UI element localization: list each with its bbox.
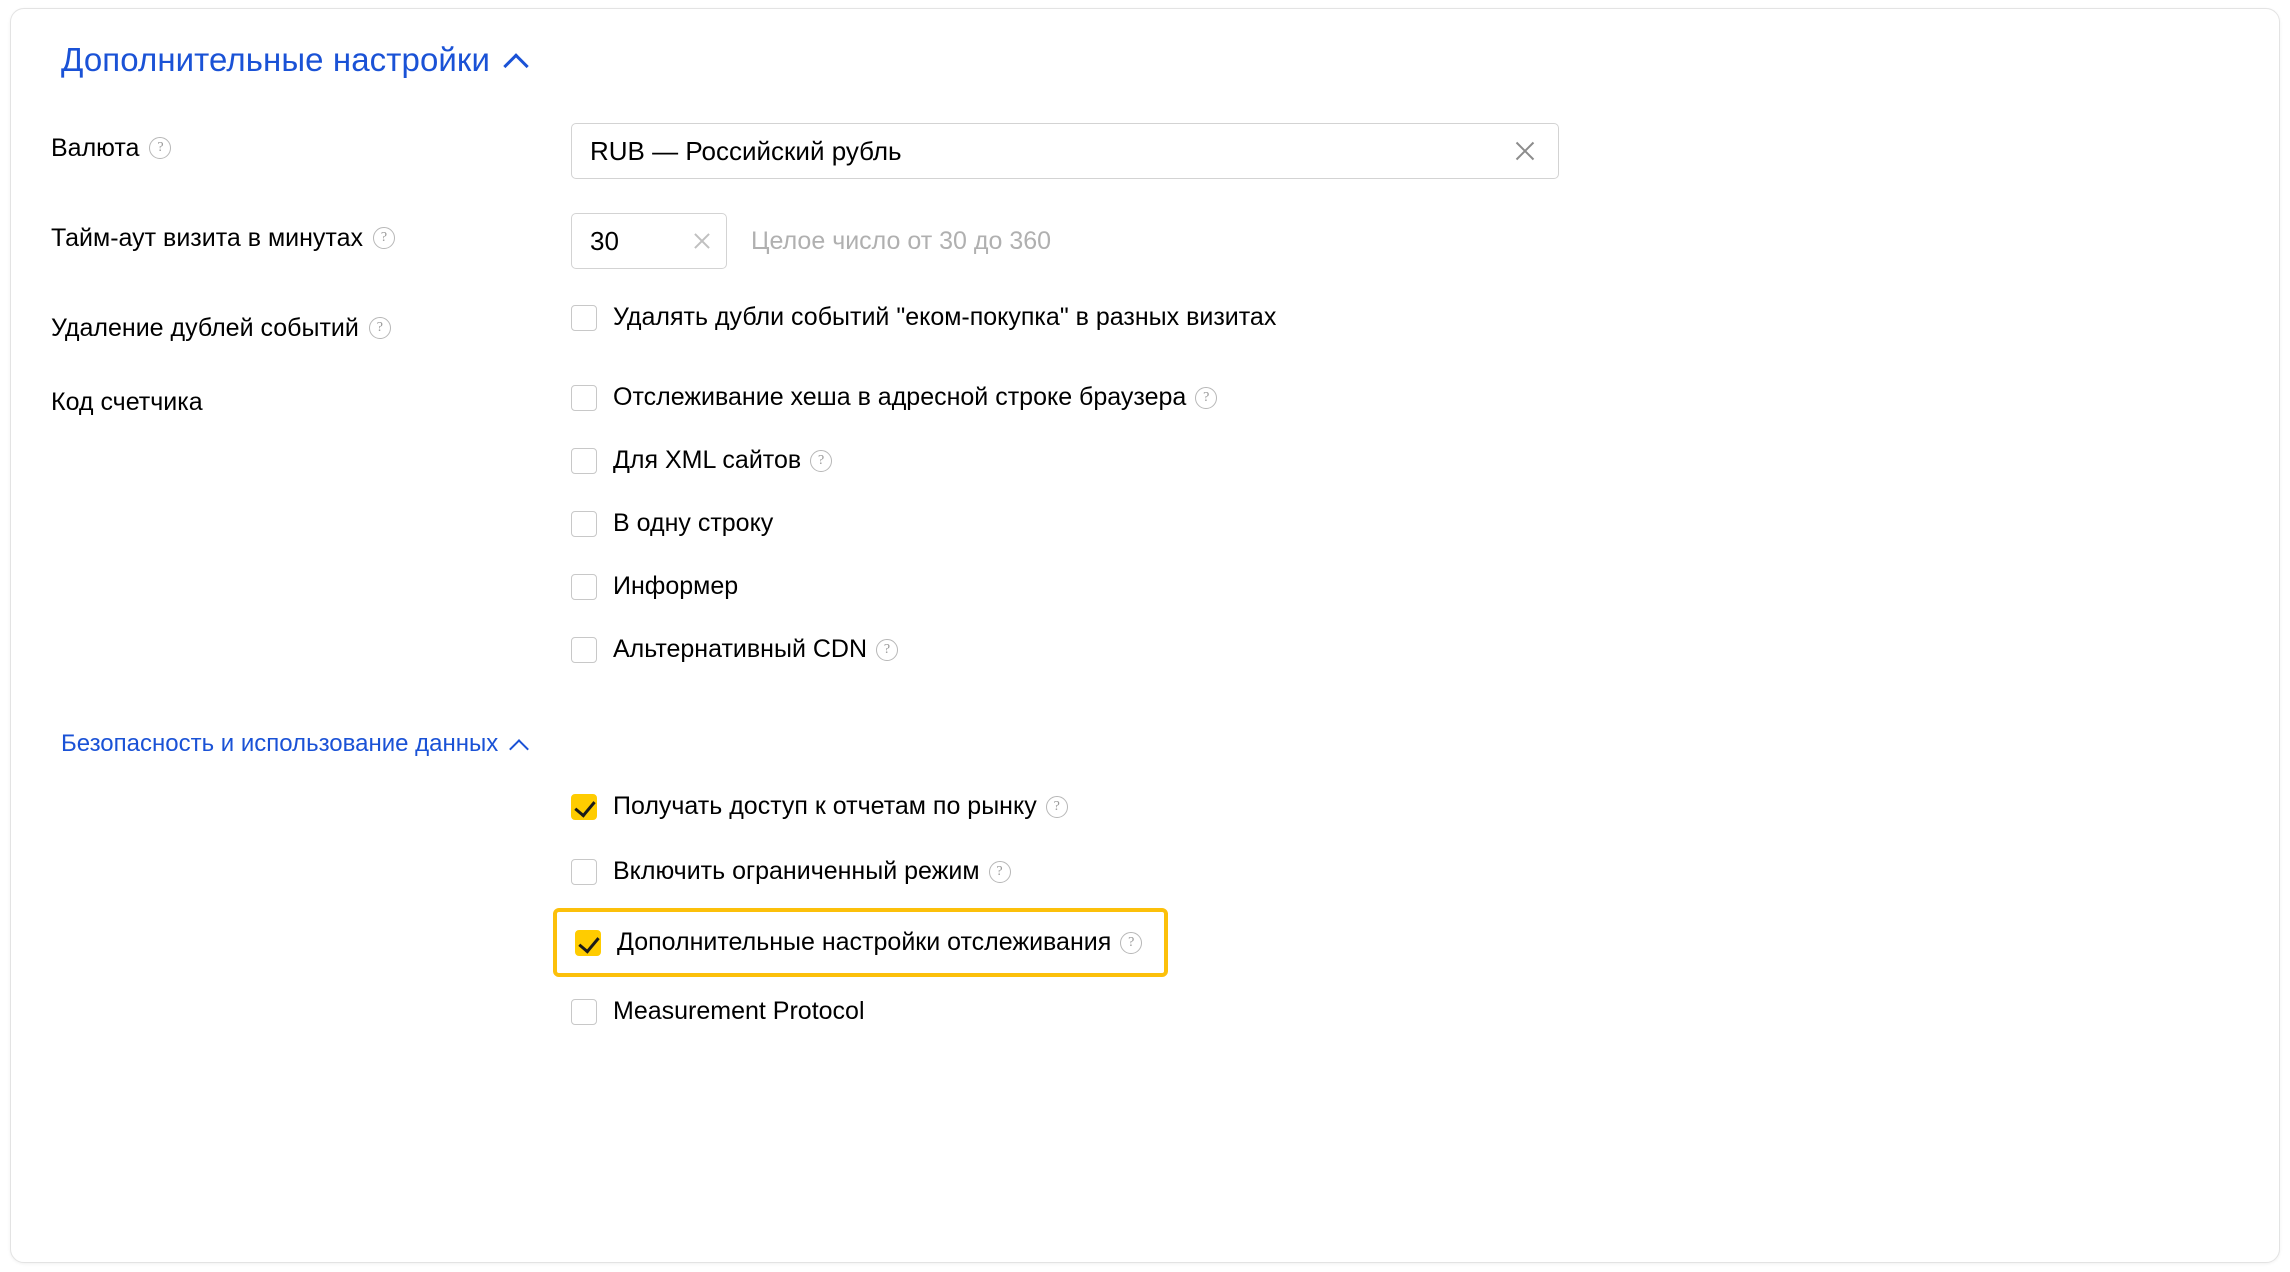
question-mark-icon[interactable]: ? xyxy=(810,450,832,472)
chevron-up-icon[interactable] xyxy=(504,52,530,68)
section-header-additional-settings[interactable] xyxy=(61,41,2239,79)
checkbox-row-xml-sites[interactable] xyxy=(571,446,2239,475)
question-mark-icon[interactable]: ? xyxy=(149,137,171,159)
section-header-security[interactable] xyxy=(61,730,2239,758)
checkbox-informer[interactable] xyxy=(571,574,597,600)
checkbox-single-line-label: В одну строку xyxy=(613,509,774,537)
checkbox-dedup[interactable] xyxy=(571,305,597,331)
checkbox-hash-tracking[interactable] xyxy=(571,385,597,411)
security-section-title: Безопасность и использование данных xyxy=(61,730,499,757)
checkbox-dedup-label: Удалять дубли событий "еком-покупка" в разных визитах xyxy=(613,303,1277,331)
checkbox-alternative-cdn-label: Альтернативный CDN ? xyxy=(613,635,898,664)
checkbox-row-informer[interactable] xyxy=(571,572,2239,601)
settings-content xyxy=(11,9,2279,1262)
checkbox-market-reports[interactable] xyxy=(571,794,597,820)
page-title: Дополнительные настройки xyxy=(61,41,490,78)
label-event-dedup: Удаление дублей событий ? xyxy=(51,303,571,343)
label-counter-code: Код счетчика xyxy=(51,388,203,416)
checkbox-row-advanced-tracking[interactable] xyxy=(553,908,1168,977)
checkbox-hash-tracking-label: Отслеживание хеша в адресной строке браузера ? xyxy=(613,383,1217,412)
label-visit-timeout: Тайм-аут визита в минутах ? xyxy=(51,213,571,253)
close-icon[interactable] xyxy=(1510,136,1540,166)
visit-timeout-value: 30 xyxy=(590,225,619,256)
visit-timeout-input[interactable] xyxy=(571,213,727,269)
checkbox-single-line[interactable] xyxy=(571,511,597,537)
question-mark-icon[interactable]: ? xyxy=(1046,796,1068,818)
checkbox-xml-sites-label: Для XML сайтов ? xyxy=(613,446,832,475)
settings-card xyxy=(10,8,2280,1263)
checkbox-restricted-mode[interactable] xyxy=(571,859,597,885)
checkbox-measurement-protocol-label: Measurement Protocol xyxy=(613,997,865,1025)
label-currency: Валюта ? xyxy=(51,123,571,163)
checkbox-row-dedup[interactable] xyxy=(571,303,2239,332)
currency-input[interactable] xyxy=(571,123,1559,179)
question-mark-icon[interactable]: ? xyxy=(876,639,898,661)
field-event-dedup xyxy=(571,303,2239,332)
chevron-up-icon[interactable] xyxy=(510,738,530,751)
row-counter-code xyxy=(51,377,2239,664)
question-mark-icon[interactable]: ? xyxy=(1120,932,1142,954)
row-event-dedup xyxy=(51,303,2239,343)
checkbox-row-measurement-protocol[interactable] xyxy=(571,997,2239,1026)
checkbox-row-restricted-mode[interactable] xyxy=(571,857,2239,886)
question-mark-icon[interactable]: ? xyxy=(989,861,1011,883)
checkbox-restricted-mode-label: Включить ограниченный режим ? xyxy=(613,857,1011,886)
row-visit-timeout xyxy=(51,213,2239,269)
checkbox-market-reports-label: Получать доступ к отчетам по рынку ? xyxy=(613,792,1068,821)
close-icon[interactable] xyxy=(688,226,718,256)
security-options xyxy=(571,792,2239,1026)
question-mark-icon[interactable]: ? xyxy=(1195,387,1217,409)
checkbox-advanced-tracking[interactable] xyxy=(575,930,601,956)
checkbox-row-hash-tracking[interactable] xyxy=(571,383,2239,412)
field-counter-code xyxy=(571,377,2239,664)
checkbox-row-market-reports[interactable] xyxy=(571,792,2239,821)
currency-value: RUB — Российский рубль xyxy=(590,135,902,166)
checkbox-row-alternative-cdn[interactable] xyxy=(571,635,2239,664)
field-visit-timeout xyxy=(571,213,2239,269)
question-mark-icon[interactable]: ? xyxy=(369,317,391,339)
checkbox-xml-sites[interactable] xyxy=(571,448,597,474)
row-currency xyxy=(51,123,2239,179)
checkbox-informer-label: Информер xyxy=(613,572,739,600)
checkbox-measurement-protocol[interactable] xyxy=(571,999,597,1025)
question-mark-icon[interactable]: ? xyxy=(373,227,395,249)
visit-timeout-hint-text: Целое число от 30 до 360 xyxy=(751,226,1052,255)
field-currency xyxy=(571,123,2239,179)
checkbox-advanced-tracking-label: Дополнительные настройки отслеживания ? xyxy=(617,928,1142,957)
checkbox-row-single-line[interactable] xyxy=(571,509,2239,538)
checkbox-alternative-cdn[interactable] xyxy=(571,637,597,663)
